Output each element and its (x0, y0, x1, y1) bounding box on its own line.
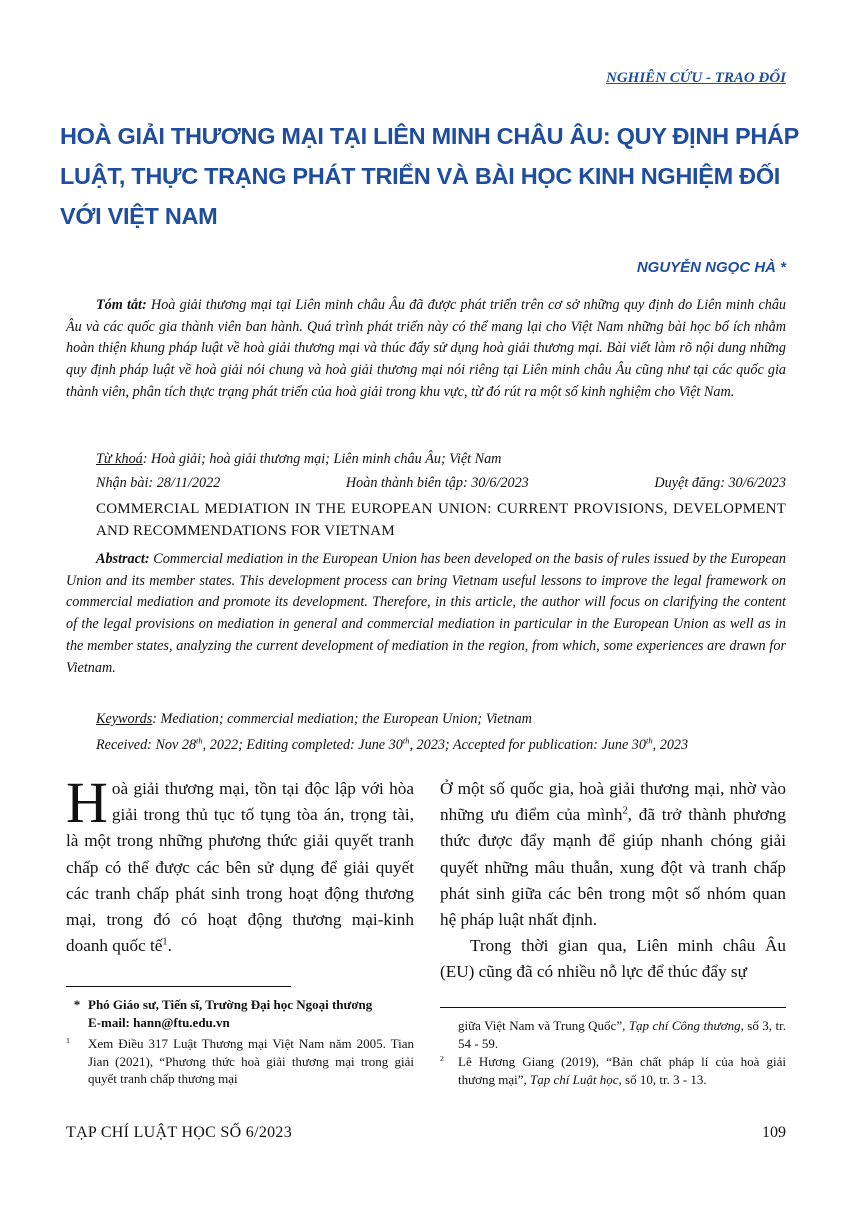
date-accepted-en: , 2023; Accepted for publication: June 30 (409, 737, 646, 753)
date-accepted-en-sup: th (646, 735, 653, 746)
drop-cap: H (66, 770, 108, 835)
footnote-2: 2 Lê Hương Giang (2019), “Bản chất pháp lí của hoà giải thương mại”, Tạp chí Luật học, số 10, tr. 3 - 13. (440, 1054, 786, 1087)
body-left-column (66, 770, 414, 959)
journal-footer: TẠP CHÍ LUẬT HỌC SỐ 6/2023 (66, 1124, 293, 1141)
author-footnote (66, 996, 414, 1014)
keywords-vi-label: Từ khoá (96, 451, 143, 467)
abstract-en-text: Commercial mediation in the European Union has been developed on the basis of rules issued by the European Union and its member states. This development process can bring Vietnam useful lessons to improve the legal framework on commercial mediation and promote its development. Therefore, in this article, the author will focus on clarifying the content of the legal provisions on mediation in general and commercial mediation in particular in the European Union as well as in the member states, analyzing the current development of mediation in the region, from which, some experiences are drawn for Vietnam. (66, 551, 787, 676)
body-left-end: . (167, 936, 172, 956)
dates-vi (96, 473, 786, 495)
footnote-1: 1 Xem Điều 317 Luật Thương mại Việt Nam năm 2005. Tian Jian (2021), “Phương thức hoà giải thương mại trong giải quyết tranh chấp thương mại (66, 1036, 414, 1086)
footnote-1-cont-end: , số 3, tr. 54 - 59. (458, 1018, 786, 1051)
date-edited-en-sup: th (402, 735, 410, 746)
body-right-paragraph-2: Trong thời gian qua, Liên minh châu Âu (EU) cũng đã có nhiều nỗ lực để thúc đẩy sự (440, 936, 786, 982)
date-accepted-vi: Duyệt đăng: 30/6/2023 (654, 475, 786, 491)
abstract-vi (66, 295, 786, 404)
author-name: NGUYỄN NGỌC HÀ * (636, 259, 786, 276)
abstract-vi-label: Tóm tắt: (96, 297, 147, 313)
footnote-rule-right (440, 1007, 786, 1008)
date-received-vi: Nhận bài: 28/11/2022 (96, 475, 221, 491)
date-accepted-en-end: , 2023 (652, 737, 689, 753)
footnote-1-journal: Tạp chí Công thương (628, 1018, 741, 1033)
keywords-en-label: Keywords (96, 711, 153, 727)
body-right-p1-text: Ở một số quốc gia, hoà giải thương mại, nhờ vào những ưu điểm của mình (440, 779, 786, 825)
page-number: 109 (762, 1124, 786, 1141)
footnote-1-cont-text: giữa Việt Nam và Trung Quốc”, (458, 1018, 629, 1033)
keywords-en-text: : Mediation; commercial mediation; the European Union; Vietnam (152, 711, 532, 727)
footnote-ref-1: 1 (162, 936, 168, 948)
footnote-2-end: , số 10, tr. 3 - 13. (618, 1071, 707, 1087)
keywords-en (96, 709, 786, 731)
footnote-1-continued (440, 1017, 786, 1052)
date-edited-en: , 2022; Editing completed: June 30 (202, 737, 403, 753)
article-title: HOÀ GIẢI THƯƠNG MẠI TẠI LIÊN MINH CHÂU ÂU: QUY ĐỊNH PHÁP LUẬT, THỰC TRẠNG PHÁT TRIỂN VÀ BÀI HỌC KINH NGHIỆM ĐỐI VỚI VIỆT NAM (60, 123, 799, 229)
body-right-p1-rest: , đã trở thành phương thức được đẩy mạnh để giúp nhanh chóng giải quyết những mâu thuẫn, xung đột và tranh chấp phát sinh giữa các bên trong một số nhóm quan hệ pháp luật nhất định. (440, 805, 787, 930)
date-received-en: Received: Nov 28 (96, 737, 197, 753)
footnote-1-text: Xem Điều 317 Luật Thương mại Việt Nam năm 2005. Tian Jian (2021), “Phương thức hoà giải thương mại trong giải quyết tranh chấp thương mại (88, 1036, 414, 1086)
keywords-vi-text: : Hoà giải; hoà giải thương mại; Liên minh châu Âu; Việt Nam (142, 451, 502, 467)
article-title-en: COMMERCIAL MEDIATION IN THE EUROPEAN UNION: CURRENT PROVISIONS, DEVELOPMENT AND RECOMMENDATIONS FOR VIETNAM (96, 501, 786, 539)
author-footnote-mark: * (73, 997, 81, 1012)
body-left-text: oà giải thương mại, tồn tại độc lập với hòa giải trong thủ tục tố tụng tòa án, trọng tài, là một trong những phương thức giải quyết tranh chấp có thể được các bên sử dụng để giải quyết các tranh chấp phát sinh trong hoạt động thương mại, trong đó có hoạt động thương mại-kinh doanh quốc tế (66, 779, 414, 956)
body-right-paragraph-1 (440, 776, 786, 933)
author-email: E-mail: hann@ftu.edu.vn (88, 1015, 230, 1030)
dates-en (96, 735, 796, 757)
section-label: NGHIÊN CỨU - TRAO ĐỔI (606, 70, 786, 86)
abstract-en-label: Abstract: (96, 551, 150, 567)
footnote-ref-2: 2 (622, 805, 628, 817)
author-footnote-text: Phó Giáo sư, Tiến sĩ, Trường Đại học Ngoại thương (88, 997, 373, 1012)
footnote-2-journal: Tạp chí Luật học (530, 1071, 619, 1087)
footnote-rule-left (66, 986, 291, 987)
abstract-vi-text: Hoà giải thương mại tại Liên minh châu Âu đã được phát triển trên cơ sở những quy định do Liên minh châu Âu và các quốc gia thành viên ban hành. Quá trình phát triển này có thể mang lại cho Việt Nam những bài học bổ ích nhằm hoàn thiện khung pháp luật về hoà giải thương mại và thúc đẩy sử dụng hoà giải thương mại. Bài viết làm rõ nội dung những quy định pháp luật về hoà giải nói chung và hoà giải thương mại nói riêng tại Liên minh châu Âu cũng như tại các quốc gia thành viên, phân tích thực trạng phát triển của hoà giải trong khu vực, từ đó rút ra một số kinh nghiệm cho Việt Nam. (66, 297, 787, 400)
keywords-vi (96, 449, 786, 471)
date-received-en-sup: th (196, 735, 203, 746)
body-right-column (440, 776, 786, 986)
abstract-en (66, 549, 786, 679)
footnote-2-text: Lê Hương Giang (2019), “Bản chất pháp lí của hoà giải thương mại”, (458, 1054, 786, 1087)
date-edited-vi: Hoàn thành biên tập: 30/6/2023 (345, 475, 529, 491)
